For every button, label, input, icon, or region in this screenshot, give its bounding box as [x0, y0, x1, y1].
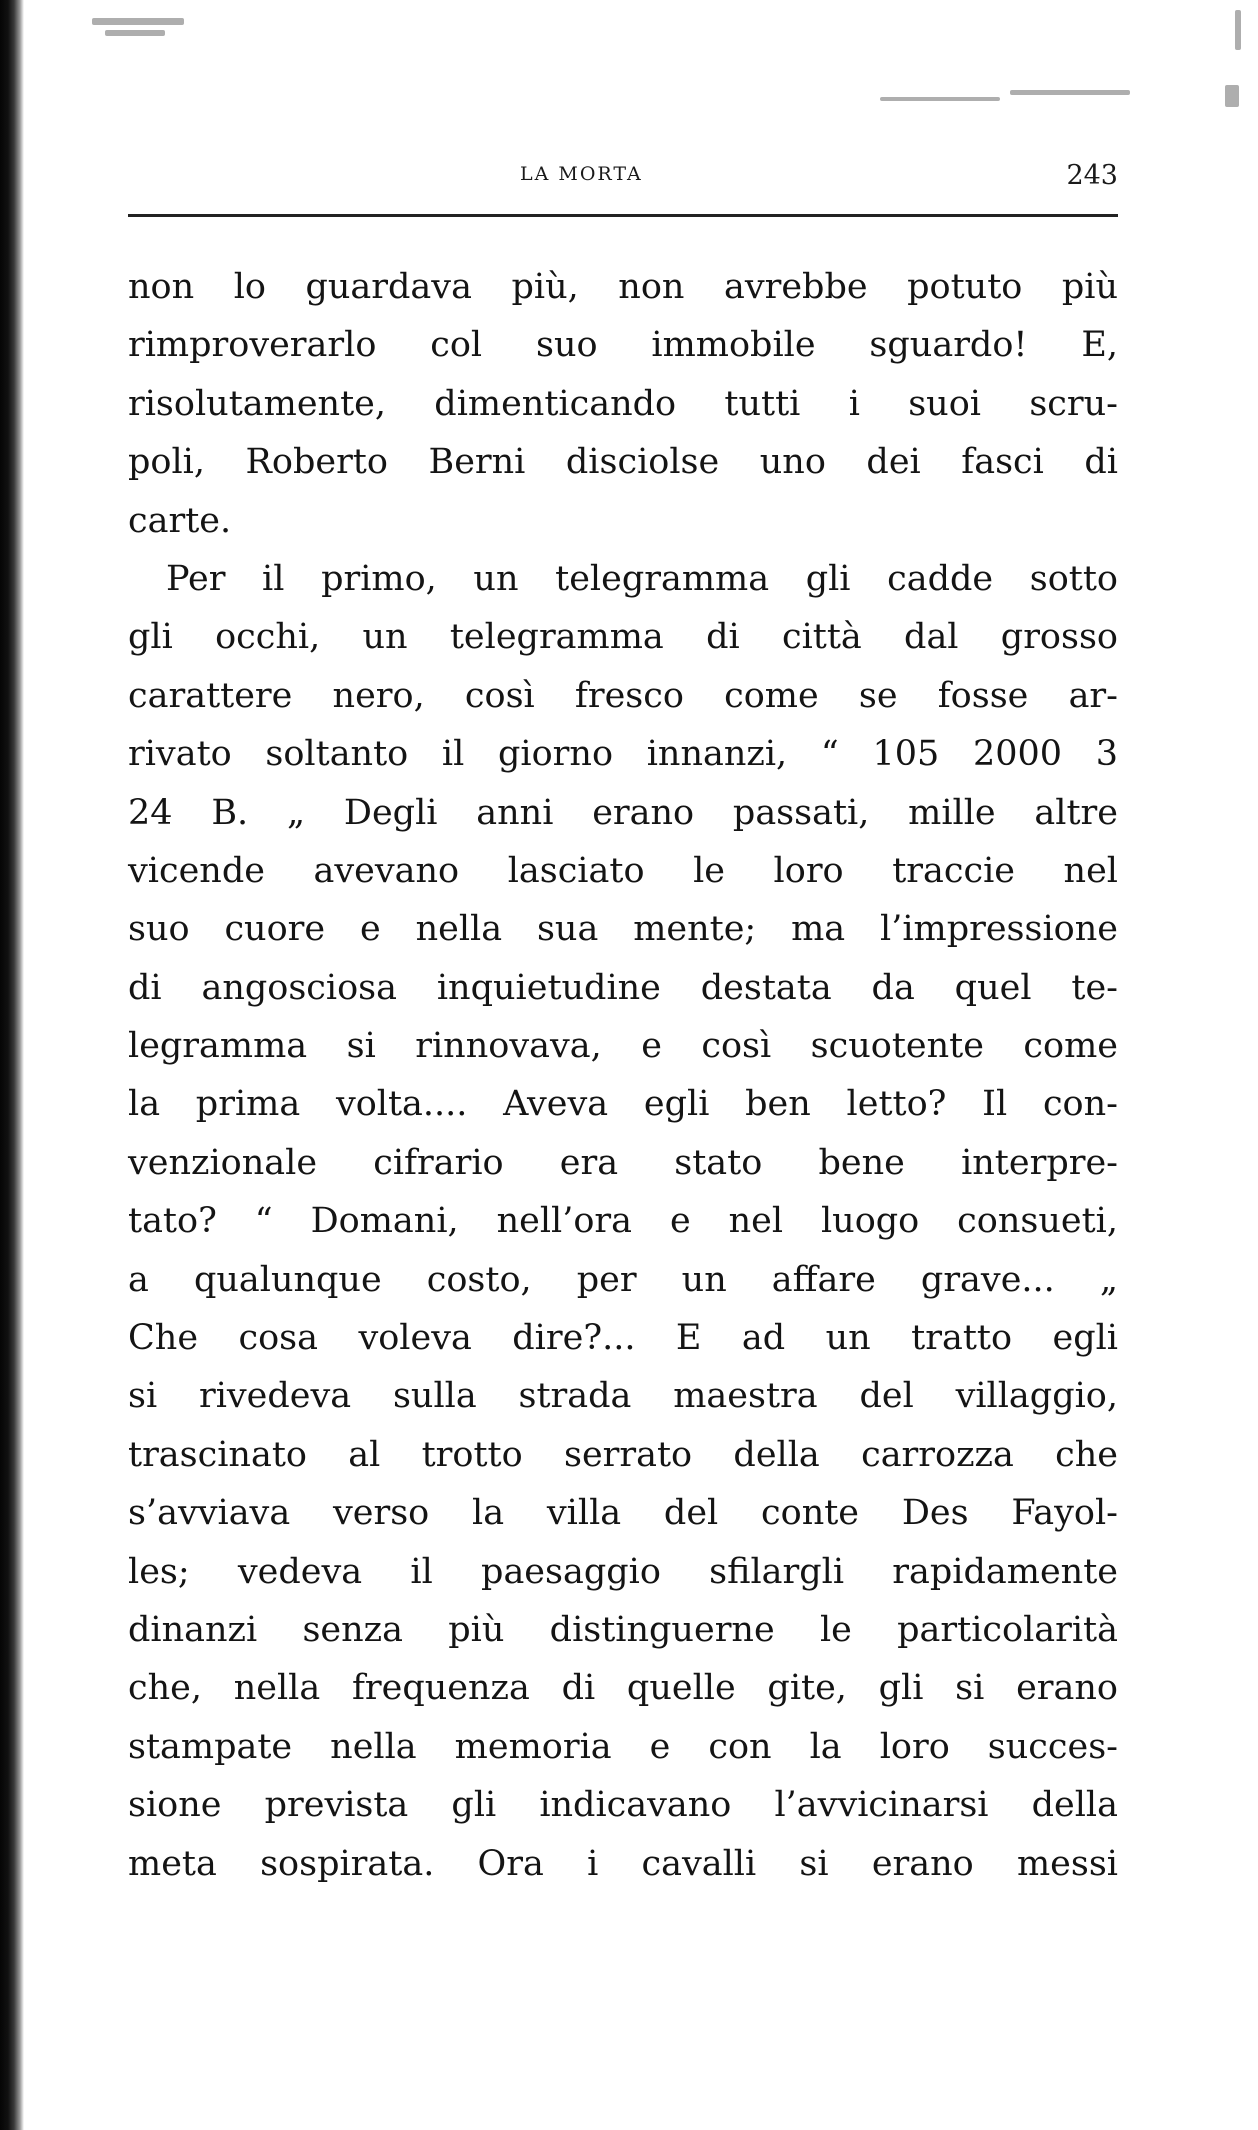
print-speck: [105, 30, 165, 36]
page-header: [128, 160, 1118, 200]
text-line: meta sospirata. Ora i cavalli si erano messi: [128, 1843, 1118, 1884]
text-line: la prima volta.... Aveva egli ben letto? Il con-: [128, 1084, 1118, 1125]
text-line: poli, Roberto Berni disciolse uno dei fasci di: [128, 442, 1118, 483]
text-line: gli occhi, un telegramma di città dal grosso: [128, 617, 1118, 658]
text-line: legramma si rinnovava, e così scuotente come: [128, 1026, 1118, 1067]
text-line: che, nella frequenza di quelle gite, gli si erano: [128, 1668, 1118, 1709]
text-line: Che cosa voleva dire?... E ad un tratto egli: [128, 1318, 1118, 1359]
text-line: 24 B. „ Degli anni erano passati, mille altre: [128, 792, 1118, 833]
print-speck: [1235, 10, 1241, 50]
text-line: carattere nero, così fresco come se fosse ar-: [128, 675, 1118, 716]
text-line: venzionale cifrario era stato bene interpre-: [128, 1142, 1118, 1183]
body-text: [128, 258, 1118, 1893]
text-line: s’avviava verso la villa del conte Des Fayol-: [128, 1493, 1118, 1534]
running-title: LA MORTA: [520, 163, 643, 185]
text-line: a qualunque costo, per un affare grave... „: [128, 1259, 1118, 1300]
text-line: sione prevista gli indicavano l’avvicinarsi della: [128, 1785, 1118, 1826]
text-line: di angosciosa inquietudine destata da quel te-: [128, 967, 1118, 1008]
text-line: les; vedeva il paesaggio sfilargli rapidamente: [128, 1551, 1118, 1592]
print-speck: [1225, 85, 1239, 107]
text-line: Per il primo, un telegramma gli cadde sotto: [166, 558, 1118, 599]
text-line: carte.: [128, 500, 232, 541]
text-line: stampate nella memoria e con la loro succes-: [128, 1726, 1118, 1767]
page-number: 243: [1066, 160, 1118, 191]
text-line: rimproverarlo col suo immobile sguardo! E,: [128, 325, 1118, 366]
text-line: rivato soltanto il giorno innanzi, “ 105 2000 3: [128, 734, 1118, 775]
print-speck: [92, 18, 184, 25]
text-line: si rivedeva sulla strada maestra del villaggio,: [128, 1376, 1118, 1417]
text-line: risolutamente, dimenticando tutti i suoi scru-: [128, 383, 1118, 424]
text-line: trascinato al trotto serrato della carrozza che: [128, 1434, 1118, 1475]
text-line: dinanzi senza più distinguerne le particolarità: [128, 1609, 1118, 1650]
text-line: tato? “ Domani, nell’ora e nel luogo consueti,: [128, 1201, 1118, 1242]
book-binding-edge: [0, 0, 24, 2130]
print-speck: [880, 97, 1000, 101]
text-line: non lo guardava più, non avrebbe potuto più: [128, 267, 1118, 307]
print-speck: [1010, 90, 1130, 95]
text-line: suo cuore e nella sua mente; ma l’impressione: [128, 909, 1118, 950]
text-line: vicende avevano lasciato le loro traccie nel: [128, 850, 1118, 891]
header-rule: [128, 214, 1118, 217]
